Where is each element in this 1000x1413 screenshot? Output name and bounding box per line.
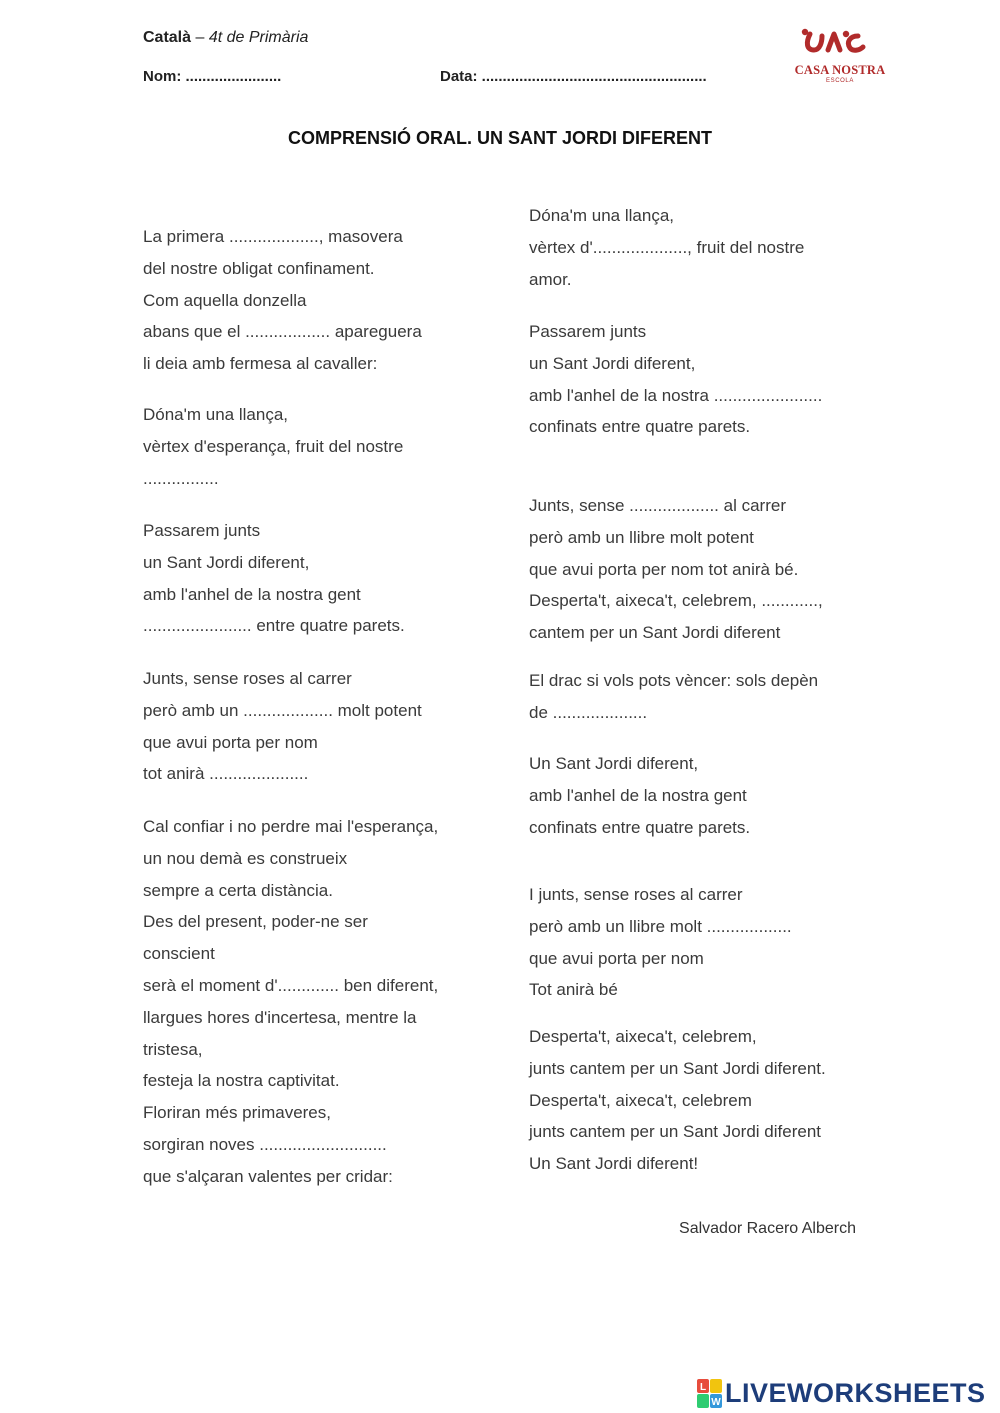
poem-line: Junts, sense ................... al carrer bbox=[529, 496, 786, 515]
poem-line: Tot anirà bé bbox=[529, 980, 618, 1000]
poem-line: un Sant Jordi diferent, bbox=[529, 353, 696, 373]
watermark bbox=[697, 1378, 986, 1409]
poem-line: Desperta't, aixeca't, celebrem bbox=[529, 1090, 752, 1110]
poem-line: amor. bbox=[529, 269, 572, 289]
stanza bbox=[529, 879, 792, 1006]
poem-line: amb l'anhel de la nostra gent bbox=[529, 785, 747, 805]
poem-line: Cal confiar i no perdre mai l'esperança, bbox=[143, 817, 439, 836]
subject-line bbox=[143, 29, 308, 47]
subject-dash: – bbox=[191, 29, 209, 46]
badge-letter: L bbox=[699, 1381, 707, 1393]
poem-line: confinats entre quatre parets. bbox=[529, 817, 751, 837]
poem-line: del nostre obligat confinament. bbox=[143, 258, 375, 278]
poem-line: sempre a certa distància. bbox=[143, 880, 333, 900]
poem-line: Desperta't, aixeca't, celebrem, bbox=[529, 1027, 757, 1046]
badge-letter: W bbox=[711, 1396, 721, 1408]
stanza bbox=[143, 515, 405, 642]
poem-line: tot anirà ..................... bbox=[143, 764, 309, 784]
poem-line: Passarem junts bbox=[143, 521, 261, 540]
school-logo bbox=[788, 24, 892, 84]
poem-line: confinats entre quatre parets. bbox=[529, 417, 751, 437]
badge-tile bbox=[710, 1379, 722, 1393]
poem-line: conscient bbox=[143, 944, 215, 964]
school-logo-sub: ESCOLA bbox=[826, 78, 854, 84]
stanza bbox=[143, 399, 403, 494]
poem-line: festeja la nostra captivitat. bbox=[143, 1071, 340, 1091]
watermark-text: LIVEWORKSHEETS bbox=[725, 1378, 986, 1408]
poem-line: amb l'anhel de la nostra ....................... bbox=[529, 385, 823, 405]
stanza bbox=[143, 221, 422, 380]
subject: Català bbox=[143, 29, 192, 46]
poem-line: ................ bbox=[143, 468, 219, 488]
poem-line: però amb un ................... molt potent bbox=[143, 700, 422, 720]
poem-line: I junts, sense roses al carrer bbox=[529, 885, 743, 904]
poem-line: abans que el .................. apareguera bbox=[143, 322, 422, 342]
stanza bbox=[529, 1021, 826, 1180]
poem-line: que s'alçaran valentes per cridar: bbox=[143, 1166, 393, 1186]
name-field[interactable]: Nom: ....................... bbox=[143, 68, 282, 85]
poem-line: Desperta't, aixeca't, celebrem, ............, bbox=[529, 591, 823, 611]
poem-line: La primera ..................., masovera bbox=[143, 227, 403, 246]
poem-line: li deia amb fermesa al cavaller: bbox=[143, 354, 378, 374]
stanza bbox=[529, 316, 822, 443]
poem-line: però amb un llibre molt potent bbox=[529, 527, 754, 547]
poem-line: cantem per un Sant Jordi diferent bbox=[529, 623, 781, 643]
stanza bbox=[529, 200, 804, 295]
poem-line: junts cantem per un Sant Jordi diferent. bbox=[529, 1058, 826, 1078]
badge-tile bbox=[697, 1394, 709, 1408]
poem-line: sorgiran noves ........................... bbox=[143, 1134, 387, 1154]
poem-line: tristesa, bbox=[143, 1039, 203, 1059]
poem-line: que avui porta per nom bbox=[143, 732, 318, 752]
stanza bbox=[529, 665, 818, 729]
poem-line: Passarem junts bbox=[529, 322, 647, 341]
liveworksheets-logo-icon bbox=[697, 1379, 723, 1409]
poem-line: de .................... bbox=[529, 702, 648, 722]
poem-line: serà el moment d'............. ben diferent, bbox=[143, 975, 439, 995]
poem-line: Dóna'm una llança, bbox=[143, 405, 288, 424]
poem-line: Un Sant Jordi diferent, bbox=[529, 754, 699, 773]
poem-line: El drac si vols pots vèncer: sols depèn bbox=[529, 671, 819, 690]
poem-line: un nou demà es construeix bbox=[143, 848, 348, 868]
poem-line: que avui porta per nom tot anirà bé. bbox=[529, 559, 799, 579]
poem-line: però amb un llibre molt .................. bbox=[529, 916, 792, 936]
poem-line: Des del present, poder-ne ser bbox=[143, 912, 368, 932]
author: Salvador Racero Alberch bbox=[679, 1220, 856, 1237]
poem-line: llargues hores d'incertesa, mentre la bbox=[143, 1007, 417, 1027]
stanza bbox=[529, 490, 823, 649]
poem-line: vèrtex d'esperança, fruit del nostre bbox=[143, 436, 404, 456]
grade: 4t de Primària bbox=[208, 29, 309, 46]
poem-line: que avui porta per nom bbox=[529, 948, 704, 968]
poem-line: Floriran més primaveres, bbox=[143, 1103, 331, 1123]
date-field[interactable]: Data: ...................................................... bbox=[440, 68, 707, 85]
stanza bbox=[529, 748, 750, 843]
poem-line: vèrtex d'...................., fruit del nostre bbox=[529, 237, 805, 257]
poem-line: un Sant Jordi diferent, bbox=[143, 552, 310, 572]
poem-line: Com aquella donzella bbox=[143, 290, 307, 310]
poem-line: ....................... entre quatre parets. bbox=[143, 616, 405, 636]
stanza bbox=[143, 811, 438, 1193]
school-logo-name: CASA NOSTRA bbox=[794, 63, 886, 77]
stanza bbox=[143, 663, 422, 790]
poem-line: Junts, sense roses al carrer bbox=[143, 669, 352, 688]
poem-line: amb l'anhel de la nostra gent bbox=[143, 584, 361, 604]
school-logo-mark bbox=[788, 24, 892, 58]
poem-line: junts cantem per un Sant Jordi diferent bbox=[529, 1122, 821, 1142]
page-title: COMPRENSIÓ ORAL. UN SANT JORDI DIFERENT bbox=[287, 128, 713, 148]
poem-line: Dóna'm una llança, bbox=[529, 206, 674, 225]
poem-line: Un Sant Jordi diferent! bbox=[529, 1154, 699, 1174]
